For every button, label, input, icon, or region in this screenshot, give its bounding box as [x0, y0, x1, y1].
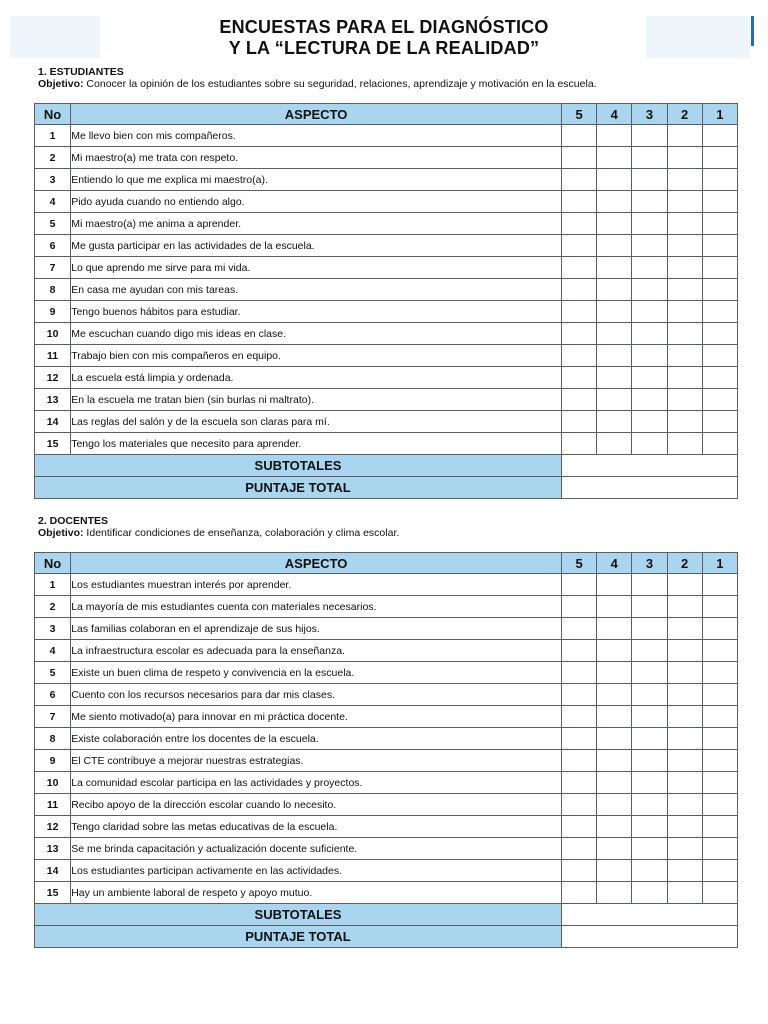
score-cell-4[interactable]	[597, 640, 632, 662]
score-cell-5[interactable]	[561, 125, 596, 147]
score-cell-4[interactable]	[597, 213, 632, 235]
score-cell-2[interactable]	[667, 574, 702, 596]
table-row	[35, 169, 738, 191]
row-aspect-text: Mi maestro(a) me trata con respeto.	[71, 147, 562, 169]
row-aspect-text: Lo que aprendo me sirve para mi vida.	[71, 257, 562, 279]
score-cell-3[interactable]	[632, 596, 667, 618]
row-number: 12	[35, 367, 71, 389]
score-cell-3[interactable]	[632, 367, 667, 389]
score-cell-4[interactable]	[597, 169, 632, 191]
table-row	[35, 596, 738, 618]
row-aspect-text: Las familias colaboran en el aprendizaje de sus hijos.	[71, 618, 562, 640]
score-cell-5[interactable]	[561, 728, 596, 750]
row-aspect-text: Tengo los materiales que necesito para aprender.	[71, 433, 562, 455]
row-aspect-text: Cuento con los recursos necesarios para dar mis clases.	[71, 684, 562, 706]
table-row	[35, 257, 738, 279]
score-cell-3[interactable]	[632, 345, 667, 367]
score-cell-5[interactable]	[561, 367, 596, 389]
score-cell-2[interactable]	[667, 596, 702, 618]
row-number: 3	[35, 169, 71, 191]
row-aspect-text: Hay un ambiente laboral de respeto y apoyo mutuo.	[71, 882, 562, 904]
score-cell-5[interactable]	[561, 191, 596, 213]
students-subtotals-label: SUBTOTALES	[35, 455, 562, 477]
score-cell-1[interactable]	[702, 882, 737, 904]
row-aspect-text: Me siento motivado(a) para innovar en mi práctica docente.	[71, 706, 562, 728]
score-cell-3[interactable]	[632, 213, 667, 235]
score-cell-5[interactable]	[561, 882, 596, 904]
score-cell-3[interactable]	[632, 235, 667, 257]
score-cell-5[interactable]	[561, 169, 596, 191]
score-cell-1[interactable]	[702, 433, 737, 455]
row-number: 8	[35, 728, 71, 750]
students-heading: 1. ESTUDIANTES	[38, 66, 124, 78]
row-number: 3	[35, 618, 71, 640]
row-number: 4	[35, 191, 71, 213]
students-total-row	[35, 477, 738, 499]
table-row	[35, 728, 738, 750]
table-row	[35, 750, 738, 772]
score-cell-5[interactable]	[561, 323, 596, 345]
table-row	[35, 574, 738, 596]
row-number: 5	[35, 213, 71, 235]
teachers-heading: 2. DOCENTES	[38, 515, 109, 527]
row-aspect-text: Se me brinda capacitación y actualización docente suficiente.	[71, 838, 562, 860]
row-number: 15	[35, 882, 71, 904]
score-cell-3[interactable]	[632, 684, 667, 706]
table-row	[35, 640, 738, 662]
table-row	[35, 816, 738, 838]
score-cell-4[interactable]	[597, 191, 632, 213]
score-cell-5[interactable]	[561, 684, 596, 706]
row-number: 5	[35, 662, 71, 684]
score-cell-3[interactable]	[632, 882, 667, 904]
page-title-line-1: ENCUESTAS PARA EL DIAGNÓSTICO	[219, 17, 549, 37]
score-cell-4[interactable]	[597, 574, 632, 596]
score-cell-4[interactable]	[597, 838, 632, 860]
row-aspect-text: La escuela está limpia y ordenada.	[71, 367, 562, 389]
score-cell-1[interactable]	[702, 838, 737, 860]
score-cell-1[interactable]	[702, 860, 737, 882]
score-cell-2[interactable]	[667, 816, 702, 838]
score-cell-4[interactable]	[597, 684, 632, 706]
teachers-score-header-1: 1	[702, 553, 737, 574]
score-cell-1[interactable]	[702, 345, 737, 367]
teachers-header-row	[35, 553, 738, 574]
table-row	[35, 323, 738, 345]
row-aspect-text: Me escuchan cuando digo mis ideas en clase.	[71, 323, 562, 345]
table-row	[35, 125, 738, 147]
row-number: 4	[35, 640, 71, 662]
row-number: 9	[35, 750, 71, 772]
score-cell-1[interactable]	[702, 147, 737, 169]
row-number: 10	[35, 323, 71, 345]
students-score-header-1: 1	[702, 104, 737, 125]
score-cell-5[interactable]	[561, 662, 596, 684]
score-cell-5[interactable]	[561, 301, 596, 323]
score-cell-4[interactable]	[597, 125, 632, 147]
row-number: 14	[35, 411, 71, 433]
score-cell-5[interactable]	[561, 640, 596, 662]
teachers-score-header-2: 2	[667, 553, 702, 574]
row-number: 1	[35, 125, 71, 147]
table-row	[35, 279, 738, 301]
score-cell-1[interactable]	[702, 213, 737, 235]
score-cell-5[interactable]	[561, 235, 596, 257]
score-cell-5[interactable]	[561, 279, 596, 301]
table-row	[35, 860, 738, 882]
score-cell-3[interactable]	[632, 169, 667, 191]
score-cell-3[interactable]	[632, 323, 667, 345]
teachers-score-header-3: 3	[632, 553, 667, 574]
score-cell-2[interactable]	[667, 147, 702, 169]
row-number: 7	[35, 257, 71, 279]
score-cell-5[interactable]	[561, 794, 596, 816]
students-subtotals-value[interactable]	[561, 455, 737, 477]
score-cell-3[interactable]	[632, 728, 667, 750]
score-cell-1[interactable]	[702, 279, 737, 301]
score-cell-4[interactable]	[597, 411, 632, 433]
score-cell-1[interactable]	[702, 574, 737, 596]
score-cell-1[interactable]	[702, 750, 737, 772]
row-aspect-text: La comunidad escolar participa en las actividades y proyectos.	[71, 772, 562, 794]
score-cell-1[interactable]	[702, 640, 737, 662]
score-cell-2[interactable]	[667, 169, 702, 191]
row-number: 11	[35, 345, 71, 367]
table-row	[35, 882, 738, 904]
students-subtotals-row	[35, 455, 738, 477]
table-row	[35, 772, 738, 794]
row-number: 9	[35, 301, 71, 323]
score-cell-3[interactable]	[632, 301, 667, 323]
row-number: 2	[35, 596, 71, 618]
score-cell-3[interactable]	[632, 772, 667, 794]
row-aspect-text: Me llevo bien con mis compañeros.	[71, 125, 562, 147]
row-aspect-text: Entiendo lo que me explica mi maestro(a).	[71, 169, 562, 191]
score-cell-5[interactable]	[561, 596, 596, 618]
teachers-total-row	[35, 926, 738, 948]
row-aspect-text: La mayoría de mis estudiantes cuenta con materiales necesarios.	[71, 596, 562, 618]
row-aspect-text: Tengo claridad sobre las metas educativas de la escuela.	[71, 816, 562, 838]
row-number: 6	[35, 684, 71, 706]
score-cell-1[interactable]	[702, 706, 737, 728]
students-total-value[interactable]	[561, 477, 737, 499]
row-number: 7	[35, 706, 71, 728]
score-cell-4[interactable]	[597, 882, 632, 904]
table-row	[35, 618, 738, 640]
score-cell-2[interactable]	[667, 728, 702, 750]
table-row	[35, 433, 738, 455]
score-cell-2[interactable]	[667, 706, 702, 728]
score-cell-4[interactable]	[597, 367, 632, 389]
score-cell-5[interactable]	[561, 433, 596, 455]
score-cell-3[interactable]	[632, 433, 667, 455]
row-number: 6	[35, 235, 71, 257]
score-cell-5[interactable]	[561, 257, 596, 279]
row-number: 11	[35, 794, 71, 816]
score-cell-1[interactable]	[702, 367, 737, 389]
teachers-total-value[interactable]	[561, 926, 737, 948]
score-cell-3[interactable]	[632, 279, 667, 301]
row-number: 2	[35, 147, 71, 169]
score-cell-4[interactable]	[597, 301, 632, 323]
students-score-header-4: 4	[597, 104, 632, 125]
row-aspect-text: Recibo apoyo de la dirección escolar cuando lo necesito.	[71, 794, 562, 816]
score-cell-2[interactable]	[667, 772, 702, 794]
teachers-col-no-header: No	[35, 553, 71, 574]
score-cell-2[interactable]	[667, 882, 702, 904]
score-cell-4[interactable]	[597, 257, 632, 279]
score-cell-3[interactable]	[632, 662, 667, 684]
score-cell-4[interactable]	[597, 816, 632, 838]
page-title-line-2: Y LA “LECTURA DE LA REALIDAD”	[228, 38, 540, 58]
score-cell-5[interactable]	[561, 860, 596, 882]
score-cell-4[interactable]	[597, 618, 632, 640]
score-cell-4[interactable]	[597, 772, 632, 794]
row-aspect-text: La infraestructura escolar es adecuada para la enseñanza.	[71, 640, 562, 662]
row-aspect-text: Tengo buenos hábitos para estudiar.	[71, 301, 562, 323]
score-cell-2[interactable]	[667, 750, 702, 772]
row-aspect-text: Los estudiantes muestran interés por aprender.	[71, 574, 562, 596]
table-row	[35, 301, 738, 323]
table-row	[35, 389, 738, 411]
table-row	[35, 191, 738, 213]
teachers-objective-key: Objetivo:	[38, 526, 84, 539]
score-cell-4[interactable]	[597, 860, 632, 882]
table-row	[35, 213, 738, 235]
score-cell-2[interactable]	[667, 640, 702, 662]
score-cell-3[interactable]	[632, 794, 667, 816]
score-cell-4[interactable]	[597, 323, 632, 345]
score-cell-1[interactable]	[702, 596, 737, 618]
score-cell-2[interactable]	[667, 389, 702, 411]
score-cell-4[interactable]	[597, 794, 632, 816]
score-cell-1[interactable]	[702, 125, 737, 147]
score-cell-2[interactable]	[667, 411, 702, 433]
table-row	[35, 684, 738, 706]
score-cell-1[interactable]	[702, 728, 737, 750]
score-cell-5[interactable]	[561, 389, 596, 411]
score-cell-5[interactable]	[561, 574, 596, 596]
row-aspect-text: Existe colaboración entre los docentes de la escuela.	[71, 728, 562, 750]
row-aspect-text: Pido ayuda cuando no entiendo algo.	[71, 191, 562, 213]
score-cell-1[interactable]	[702, 618, 737, 640]
table-row	[35, 235, 738, 257]
row-number: 10	[35, 772, 71, 794]
score-cell-5[interactable]	[561, 411, 596, 433]
teachers-score-header-5: 5	[561, 553, 596, 574]
row-aspect-text: En la escuela me tratan bien (sin burlas ni maltrato).	[71, 389, 562, 411]
students-col-aspect-header: ASPECTO	[71, 104, 562, 125]
score-cell-4[interactable]	[597, 345, 632, 367]
table-row	[35, 345, 738, 367]
row-number: 8	[35, 279, 71, 301]
score-cell-2[interactable]	[667, 684, 702, 706]
score-cell-2[interactable]	[667, 794, 702, 816]
score-cell-4[interactable]	[597, 279, 632, 301]
score-cell-1[interactable]	[702, 323, 737, 345]
table-row	[35, 838, 738, 860]
teachers-subtotals-value[interactable]	[561, 904, 737, 926]
students-score-header-2: 2	[667, 104, 702, 125]
teachers-total-label: PUNTAJE TOTAL	[35, 926, 562, 948]
score-cell-1[interactable]	[702, 794, 737, 816]
score-cell-1[interactable]	[702, 257, 737, 279]
score-cell-2[interactable]	[667, 301, 702, 323]
row-number: 13	[35, 838, 71, 860]
score-cell-1[interactable]	[702, 411, 737, 433]
score-cell-1[interactable]	[702, 389, 737, 411]
score-cell-2[interactable]	[667, 618, 702, 640]
row-aspect-text: Trabajo bien con mis compañeros en equipo.	[71, 345, 562, 367]
row-number: 14	[35, 860, 71, 882]
score-cell-2[interactable]	[667, 279, 702, 301]
teachers-subtotals-label: SUBTOTALES	[35, 904, 562, 926]
score-cell-2[interactable]	[667, 860, 702, 882]
teachers-subtotals-row	[35, 904, 738, 926]
score-cell-3[interactable]	[632, 860, 667, 882]
table-row	[35, 706, 738, 728]
score-cell-4[interactable]	[597, 389, 632, 411]
students-score-header-5: 5	[561, 104, 596, 125]
score-cell-5[interactable]	[561, 213, 596, 235]
students-total-label: PUNTAJE TOTAL	[35, 477, 562, 499]
score-cell-4[interactable]	[597, 433, 632, 455]
row-number: 15	[35, 433, 71, 455]
score-cell-5[interactable]	[561, 147, 596, 169]
row-number: 12	[35, 816, 71, 838]
score-cell-1[interactable]	[702, 772, 737, 794]
score-cell-4[interactable]	[597, 706, 632, 728]
score-cell-3[interactable]	[632, 125, 667, 147]
score-cell-3[interactable]	[632, 838, 667, 860]
table-row	[35, 367, 738, 389]
score-cell-2[interactable]	[667, 323, 702, 345]
score-cell-2[interactable]	[667, 191, 702, 213]
score-cell-3[interactable]	[632, 411, 667, 433]
teachers-section-header	[38, 516, 738, 539]
students-score-header-3: 3	[632, 104, 667, 125]
score-cell-3[interactable]	[632, 257, 667, 279]
score-cell-1[interactable]	[702, 191, 737, 213]
score-cell-3[interactable]	[632, 706, 667, 728]
table-row	[35, 411, 738, 433]
teachers-score-header-4: 4	[597, 553, 632, 574]
score-cell-2[interactable]	[667, 213, 702, 235]
row-number: 13	[35, 389, 71, 411]
score-cell-5[interactable]	[561, 816, 596, 838]
score-cell-1[interactable]	[702, 169, 737, 191]
table-row	[35, 794, 738, 816]
score-cell-3[interactable]	[632, 389, 667, 411]
row-aspect-text: Mi maestro(a) me anima a aprender.	[71, 213, 562, 235]
score-cell-3[interactable]	[632, 574, 667, 596]
score-cell-2[interactable]	[667, 838, 702, 860]
score-cell-5[interactable]	[561, 345, 596, 367]
score-cell-5[interactable]	[561, 838, 596, 860]
score-cell-1[interactable]	[702, 816, 737, 838]
score-cell-3[interactable]	[632, 147, 667, 169]
score-cell-3[interactable]	[632, 191, 667, 213]
score-cell-1[interactable]	[702, 662, 737, 684]
students-section-header	[38, 67, 738, 90]
students-col-no-header: No	[35, 104, 71, 125]
row-aspect-text: Existe un buen clima de respeto y convivencia en la escuela.	[71, 662, 562, 684]
score-cell-3[interactable]	[632, 640, 667, 662]
score-cell-3[interactable]	[632, 618, 667, 640]
score-cell-4[interactable]	[597, 728, 632, 750]
score-cell-5[interactable]	[561, 772, 596, 794]
row-aspect-text: Me gusta participar en las actividades de la escuela.	[71, 235, 562, 257]
score-cell-4[interactable]	[597, 596, 632, 618]
score-cell-1[interactable]	[702, 684, 737, 706]
score-cell-3[interactable]	[632, 750, 667, 772]
score-cell-2[interactable]	[667, 257, 702, 279]
score-cell-2[interactable]	[667, 662, 702, 684]
score-cell-2[interactable]	[667, 433, 702, 455]
score-cell-5[interactable]	[561, 618, 596, 640]
score-cell-2[interactable]	[667, 367, 702, 389]
score-cell-2[interactable]	[667, 235, 702, 257]
score-cell-5[interactable]	[561, 750, 596, 772]
table-row	[35, 662, 738, 684]
row-aspect-text: El CTE contribuye a mejorar nuestras estrategias.	[71, 750, 562, 772]
row-aspect-text: Los estudiantes participan activamente en las actividades.	[71, 860, 562, 882]
score-cell-4[interactable]	[597, 662, 632, 684]
students-survey-table	[34, 103, 738, 499]
row-aspect-text: Las reglas del salón y de la escuela son claras para mí.	[71, 411, 562, 433]
score-cell-4[interactable]	[597, 147, 632, 169]
teachers-col-aspect-header: ASPECTO	[71, 553, 562, 574]
score-cell-5[interactable]	[561, 706, 596, 728]
row-aspect-text: En casa me ayudan con mis tareas.	[71, 279, 562, 301]
score-cell-4[interactable]	[597, 235, 632, 257]
teachers-survey-table	[34, 552, 738, 948]
score-cell-1[interactable]	[702, 235, 737, 257]
students-header-row	[35, 104, 738, 125]
students-objective-text: Conocer la opinión de los estudiantes sobre su seguridad, relaciones, aprendizaje y motivación en la escuela.	[83, 77, 597, 90]
score-cell-3[interactable]	[632, 816, 667, 838]
score-cell-2[interactable]	[667, 125, 702, 147]
teachers-objective-text: Identificar condiciones de enseñanza, colaboración y clima escolar.	[83, 526, 400, 539]
table-row	[35, 147, 738, 169]
score-cell-2[interactable]	[667, 345, 702, 367]
students-objective-key: Objetivo:	[38, 77, 84, 90]
score-cell-4[interactable]	[597, 750, 632, 772]
row-number: 1	[35, 574, 71, 596]
score-cell-1[interactable]	[702, 301, 737, 323]
